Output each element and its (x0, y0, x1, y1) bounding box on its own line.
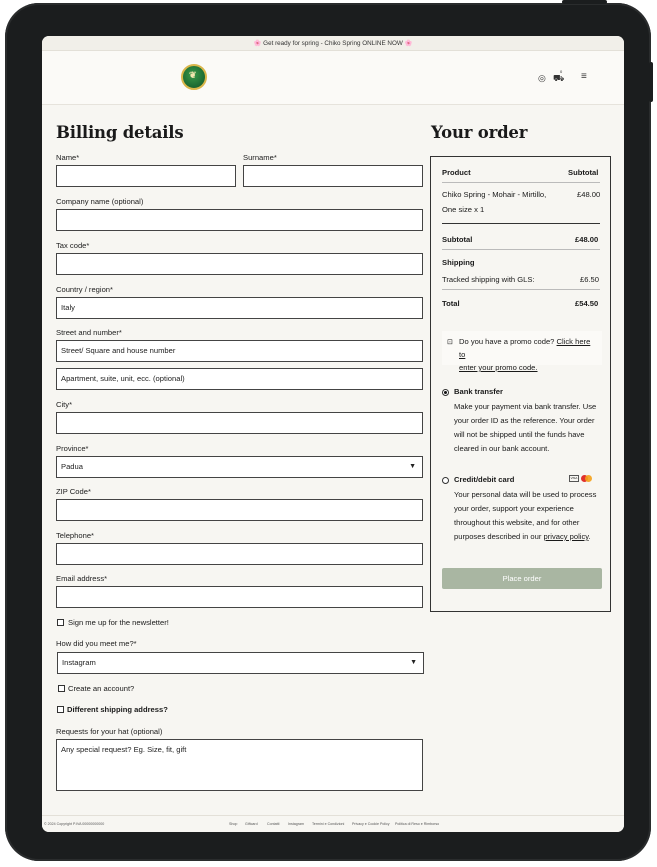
card-radio[interactable] (442, 477, 449, 484)
province-value: Padua (61, 462, 83, 471)
province-label: Province* (56, 444, 89, 453)
divider (442, 249, 600, 250)
tablet-frame (5, 3, 651, 861)
zip-field[interactable] (56, 499, 423, 521)
requests-label: Requests for your hat (optional) (56, 727, 163, 736)
newsletter-label: Sign me up for the newsletter! (68, 618, 169, 627)
bank-desc-line: cleared in our bank account. (454, 444, 550, 453)
city-field[interactable] (56, 412, 423, 434)
meet-value: Instagram (62, 658, 96, 667)
place-order-button[interactable]: Place order (442, 568, 602, 589)
item-price: £48.00 (577, 190, 601, 199)
shipping-method: Tracked shipping with GLS: (442, 275, 535, 284)
footer-link[interactable]: Privacy e Cookie Policy (352, 822, 390, 826)
total-value: £54.50 (575, 299, 599, 308)
logo[interactable] (181, 64, 207, 90)
menu-icon[interactable]: ≡ (581, 71, 587, 82)
name-label: Name* (56, 153, 80, 162)
footer-link[interactable]: Termini e Condizioni (312, 822, 345, 826)
card-desc-line: purposes described in our (454, 532, 542, 541)
chevron-down-icon: ▼ (410, 659, 417, 666)
meet-label: How did you meet me?* (56, 639, 137, 648)
bank-transfer-label[interactable]: Bank transfer (454, 387, 503, 396)
order-title: Your order (431, 123, 528, 142)
surname-field[interactable] (243, 165, 423, 187)
city-label: City* (56, 400, 73, 409)
bank-desc-line: will not be shipped until the funds have (454, 430, 585, 439)
promo-link[interactable]: Click here to (459, 337, 591, 359)
account-label: Create an account? (68, 684, 135, 693)
divider (442, 223, 600, 224)
shipping-value: £6.50 (580, 275, 600, 284)
logo-mark-icon: ❦ (189, 71, 197, 81)
street-field[interactable]: Street/ Square and house number (56, 340, 423, 362)
subtotal-value: £48.00 (575, 235, 599, 244)
divider (442, 289, 600, 290)
country-field[interactable]: Italy (56, 297, 423, 319)
copyright: © 2024 Copyright P.IVA 00000000000 (44, 822, 105, 826)
country-label: Country / region* (56, 285, 113, 294)
account-checkbox[interactable] (58, 685, 65, 692)
newsletter-checkbox[interactable] (57, 619, 64, 626)
item-name: Chiko Spring - Mohair - Mirtillo, (442, 190, 547, 199)
divider (442, 182, 600, 183)
footer-link[interactable]: Contatti (267, 822, 280, 826)
card-label[interactable]: Credit/debit card (454, 475, 515, 484)
promo-text: Do you have a promo code? (459, 337, 555, 346)
meet-select[interactable] (57, 652, 424, 674)
apartment-field[interactable]: Apartment, suite, unit, ecc. (optional) (56, 368, 423, 390)
screen (42, 36, 624, 832)
visa-icon: VISA (570, 476, 578, 480)
footer-link[interactable]: Giftcard (245, 822, 258, 826)
name-field[interactable] (56, 165, 236, 187)
shipping-diff-label: Different shipping address? (67, 705, 168, 714)
card-desc: Your personal data will be used to process your order, support your experience throughout this website, and for other purposes described in our privacy policy. (454, 488, 602, 544)
card-desc-line: Your personal data will be used to process (454, 490, 597, 499)
footer (42, 815, 624, 832)
site-header (42, 51, 624, 105)
top-button (562, 0, 607, 4)
zip-label: ZIP Code* (56, 487, 91, 496)
card-desc-line: your order, support your experience (454, 504, 574, 513)
privacy-link[interactable]: privacy policy (543, 532, 589, 541)
phone-label: Telephone* (56, 531, 95, 540)
company-label: Company name (optional) (56, 197, 144, 206)
mastercard-icon (581, 475, 592, 482)
bank-desc-line: Make your payment via bank transfer. Use (454, 402, 597, 411)
shipping-diff-checkbox[interactable] (57, 706, 64, 713)
tag-icon: ⊡ (447, 339, 453, 346)
bank-desc-line: your order ID as the reference. Your order (454, 416, 595, 425)
surname-label: Surname* (243, 153, 277, 162)
user-icon[interactable]: ◎ (538, 73, 546, 83)
phone-field[interactable] (56, 543, 423, 565)
company-field[interactable] (56, 209, 423, 231)
billing-title: Billing details (56, 123, 184, 142)
requests-textarea[interactable]: Any special request? Eg. Size, fit, gift (56, 739, 423, 791)
street-label: Street and number* (56, 328, 122, 337)
bank-transfer-desc (454, 400, 602, 456)
email-label: Email address* (56, 574, 108, 583)
tax-field[interactable] (56, 253, 423, 275)
col-product: Product (442, 168, 471, 177)
col-subtotal: Subtotal (568, 168, 599, 177)
promo-notice (442, 331, 602, 372)
chevron-down-icon: ▼ (409, 463, 416, 470)
email-field[interactable] (56, 586, 423, 608)
bank-transfer-radio[interactable] (442, 389, 449, 396)
promo-link-2[interactable]: enter your promo code. (459, 363, 538, 372)
cart-count: 0 (560, 69, 563, 74)
cart-icon[interactable]: ⛟ (553, 73, 565, 83)
card-desc-line: throughout this website, and for other (454, 518, 580, 527)
footer-link[interactable]: Politica di Reso e Rimborso (395, 822, 440, 826)
total-label: Total (442, 299, 460, 308)
footer-link[interactable]: Instagram (288, 822, 304, 826)
announcement-bar[interactable]: 🌸 Get ready for spring - Chiko Spring ONLINE NOW 🌸 (42, 36, 624, 51)
side-button (649, 62, 653, 102)
subtotal-label: Subtotal (442, 235, 473, 244)
shipping-label: Shipping (442, 258, 475, 267)
item-qty: One size x 1 (442, 205, 485, 214)
order-summary (430, 156, 611, 612)
footer-link[interactable]: Shop (229, 822, 238, 826)
province-select[interactable] (56, 456, 423, 478)
tax-label: Tax code* (56, 241, 90, 250)
